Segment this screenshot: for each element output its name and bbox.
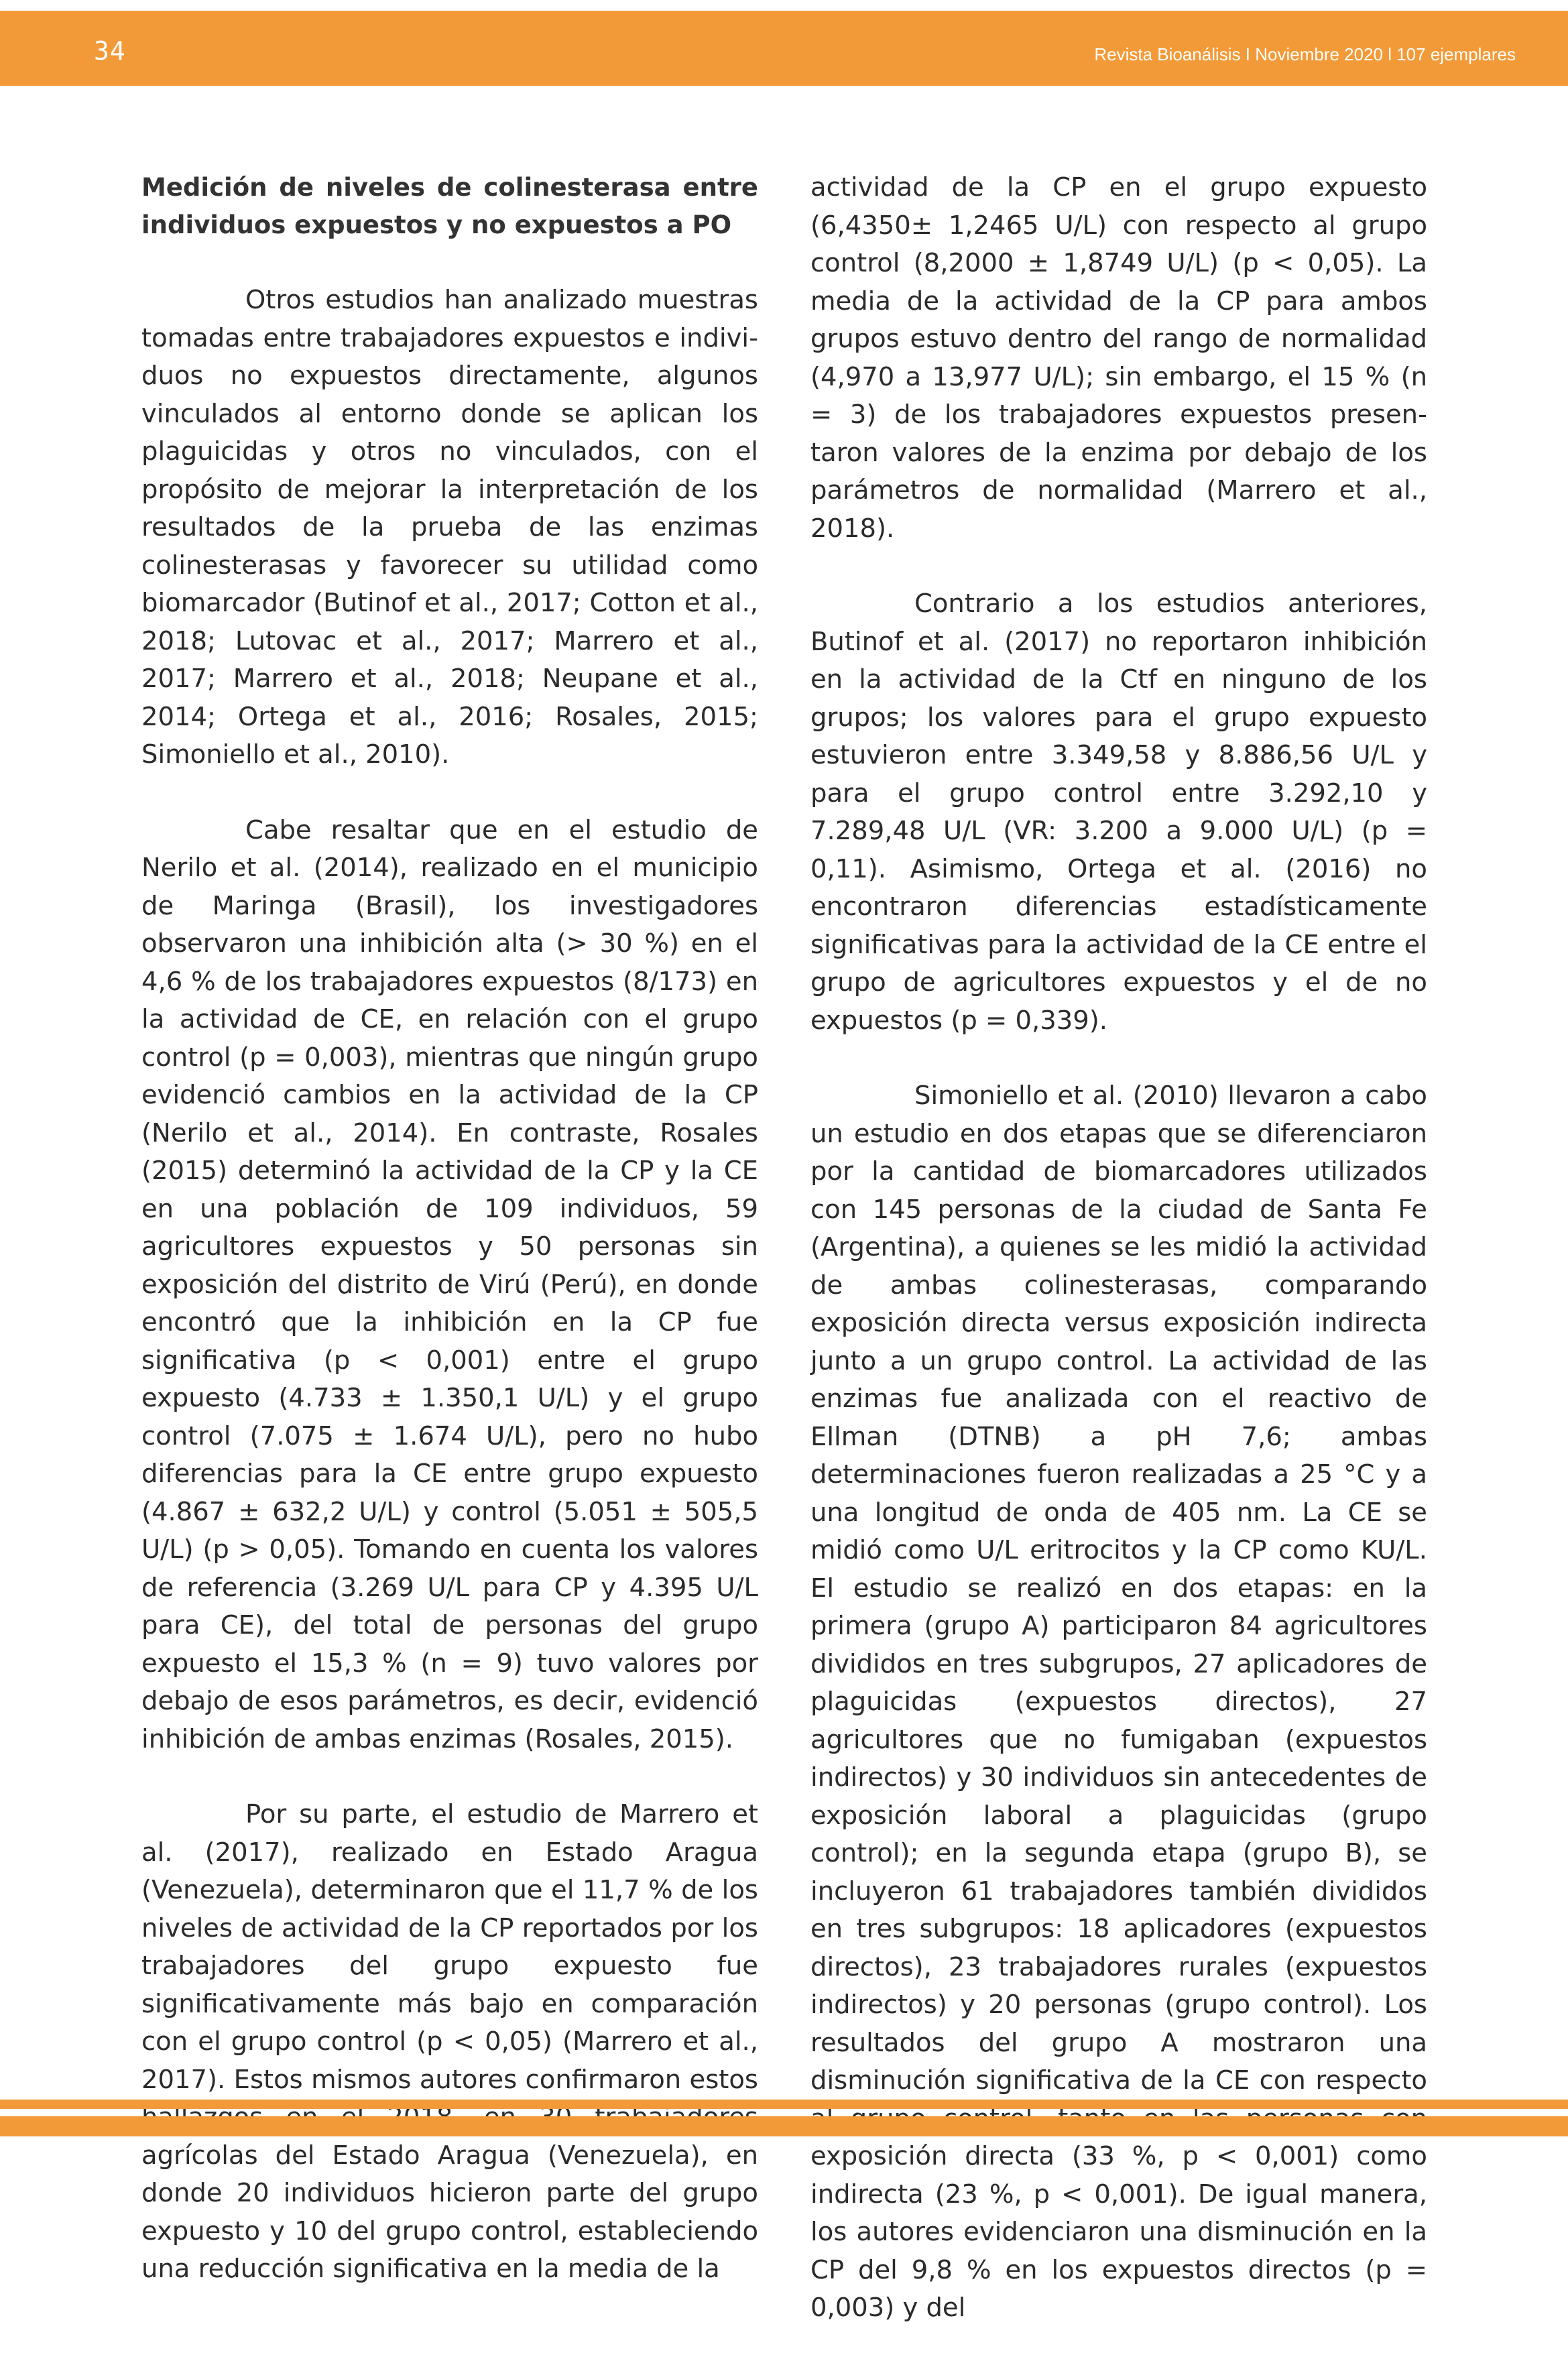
left-column [141, 169, 758, 2326]
header-bar [0, 11, 1568, 86]
paragraph: Por su parte, el estudio de Marrero et al. (2017), realizado en Estado Aragua (Venezuela), determinaron que el 11,7 % de los niveles de actividad de la CP reportados por los trabajadores del grupo expuesto fue significativamente más bajo en comparación con el grupo control (p < 0,05) (Marrero et al., 2017). Estos mismos autores confirmaron estos agrícolas del Estado Aragua (Venezuela), en donde 20 individuos hicieron parte del grupo expuesto y 10 del grupo control, estableciendo una reducción significativa en la media de la [141, 1799, 758, 2284]
page-number: 34 [94, 36, 126, 66]
paragraph: Contrario a los estudios anteriores, Butinof et al. (2017) no reportaron inhibición en la actividad de la Ctf en ninguno de los grupos; los valores para el grupo expuesto estuvieron entre 3.349,58 y 8.886,56 U/L y para el grupo control entre 3.292,10 y 7.289,48 U/L (VR: 3.200 a 9.000 U/L) (p = 0,11). Asimismo, Ortega et al. (2016) no encontraron diferencias estadísticamente significativas para la actividad de la CE entre el grupo de agricultores expuestos y el de no expuestos (p = 0,339). [810, 589, 1427, 1036]
footer-bar-thin [0, 2100, 1568, 2109]
section-heading: Medición de niveles de colinesterasa entre individuos expuestos y no expuestos a PO [141, 173, 758, 239]
paragraph: Cabe resaltar que en el estudio de Nerilo et al. (2014), realizado en el municipio de Maringa (Brasil), los investigadores observaron una inhibición alta (> 30 %) en el 4,6 % de los trabajadores expuestos (8/173) en la actividad de CE, en relación con el grupo control (p = 0,003), mientras que ningún grupo evidenció cambios en la actividad de la CP (Nerilo et al., 2014). En contraste, Rosales (2015) determinó la actividad de la CP y la CE en una población de 109 individuos, 59 agricultores expuestos y 50 personas sin exposición del distrito de Virú (Perú), en donde encontró que la inhibición en la CP fue significativa (p < 0,001) entre el grupo expuesto (4.733 ± 1.350,1 U/L) y el grupo control (7.075 ± 1.674 U/L), pero no hubo diferencias para la CE entre grupo expuesto (4.867 ± 632,2 U/L) y control (5.051 ± 505,5 U/L) (p > 0,05). Tomando en cuenta los valores de referencia (3.269 U/L para CP y 4.395 U/L para CE), del total de personas del grupo expuesto el 15,3 % (n = 9) tuvo valores por debajo de esos parámetros, es decir, evidenció inhibición de ambas enzimas (Rosales, 2015). [141, 814, 758, 1754]
paragraph: Simoniello et al. (2010) llevaron a cabo un estudio en dos etapas que se diferenciaron por la cantidad de biomarcadores utilizados con 145 personas de la ciudad de Santa Fe (Argentina), a quienes se les midió la actividad de ambas colinesterasas, comparando exposición directa versus exposición indirecta junto a un grupo control. La actividad de las enzimas fue analizada con el reactivo de Ellman (DTNB) a pH 7,6; ambas determinaciones fueron realizadas a 25 °C y a una longitud de onda de 405 nm. La CE se midió como U/L eritrocitos y la CP como KU/L. El estudio se realizó en dos etapas: en la primera (grupo A) participaron 84 agricultores divididos en tres subgrupos, 27 aplicadores de plaguicidas (expuestos directos), 27 agricultores que no fumigaban (expuestos indirectos) y 30 individuos sin antecedentes de exposición laboral a plaguicidas (grupo control); en la segunda etapa (grupo B), se incluyeron 61 trabajadores también divididos en tres subgrupos: 18 aplicadores (expuestos directos), 23 trabajadores rurales (expuestos indirectos) y 20 personas (grupo control). Los resultados del grupo A mostraron una disminución significativa de la CE con respecto exposición directa (33 %, p < 0,001) como indirecta (23 %, p < 0,001). De igual manera, los autores evidenciaron una disminución en la CP del 9,8 % en los expuestos directos (p = 0,003) y del [810, 1081, 1427, 2323]
footer-bar-thick [0, 2116, 1568, 2136]
paragraph: actividad de la CP en el grupo expuesto (6,4350± 1,2465 U/L) con respecto al grupo control (8,2000 ± 1,8749 U/L) (p < 0,05). La media de la actividad de la CP para ambos grupos estuvo dentro del rango de normalidad (4,970 a 13,977 U/L); sin embargo, el 15 % (n = 3) de los trabajadores expuestos presentaron valores de la enzima por debajo de los parámetros de normalidad (Marrero et al., 2018). [810, 172, 1427, 544]
right-column [810, 169, 1427, 2365]
paragraph: Otros estudios han analizado muestras tomadas entre trabajadores expuestos e individuos no expuestos directamente, algunos vinculados al entorno donde se aplican los plaguicidas y otros no vinculados, con el propósito de mejorar la interpretación de los resultados de la prueba de las enzimas colinesterasas y favorecer su utilidad como biomarcador (Butinof et al., 2017; Cotton et al., 2018; Lutovac et al., 2017; Marrero et al., 2017; Marrero et al., 2018; Neupane et al., 2014; Ortega et al., 2016; Rosales, 2015; Simoniello et al., 2010). [141, 285, 758, 770]
running-head: Revista Bioanálisis I Noviembre 2020 l 107 ejemplares [1094, 44, 1516, 64]
